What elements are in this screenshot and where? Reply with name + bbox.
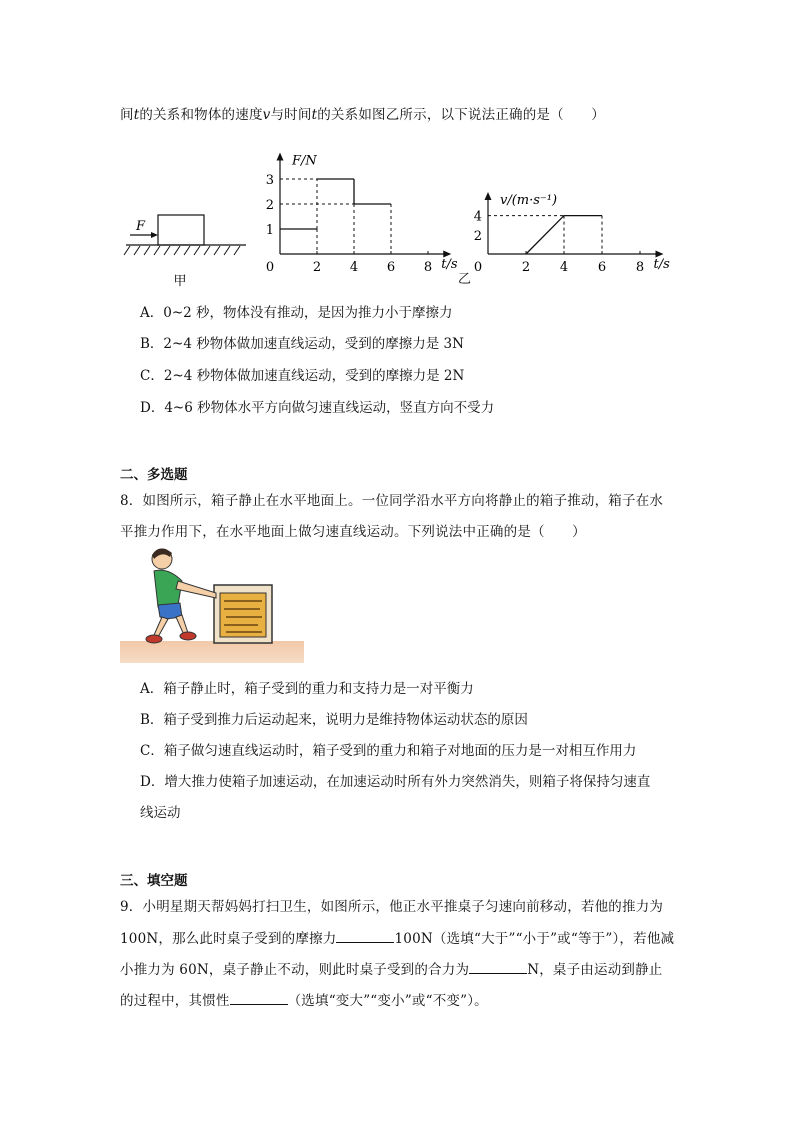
x-tick-label: 4: [559, 260, 569, 275]
q8-option-d-cont: 线运动: [140, 805, 181, 821]
x-tick-label: 8: [423, 260, 433, 275]
y-tick-label: 1: [265, 223, 274, 238]
x-tick-label: 0: [473, 260, 483, 275]
box-panel: [220, 593, 266, 637]
q9-text: N，桌子由运动到静止: [527, 962, 663, 978]
boy-shoe-back: [146, 635, 162, 643]
y-axis-label: v/(m·s⁻¹): [500, 193, 558, 208]
block: [158, 215, 204, 245]
floor: [120, 641, 304, 663]
section-heading-fill: 三、填空题: [120, 873, 188, 889]
x-tick-label: 8: [635, 260, 645, 275]
boy-arm: [176, 581, 216, 598]
force-label: F: [136, 219, 146, 234]
q9-text: 小推力为 60N，桌子静止不动，则此时桌子受到的合力为: [120, 962, 470, 978]
chart-f-t: [258, 128, 468, 278]
q9-text: 的过程中，其惯性: [120, 993, 230, 1009]
q9-line3: [120, 958, 663, 978]
y-axis-arrow: [485, 192, 492, 200]
q8-option-d[interactable]: D．增大推力使箱子加速运动，在加速运动时所有外力突然消失，则箱子将保持匀速直: [140, 774, 651, 790]
boy-shoe-front: [180, 632, 196, 640]
x-axis-label: t/s: [441, 257, 458, 272]
x-tick-label: 4: [349, 260, 359, 275]
q9-text: （选填“变大”“变小”或“不变”）。: [287, 993, 488, 1009]
q8-option-c[interactable]: C．箱子做匀速直线运动时，箱子受到的重力和箱子对地面的压力是一对相互作用力: [140, 743, 637, 759]
x-tick-label: 0: [265, 260, 275, 275]
q7-option-b[interactable]: B．2~4 秒物体做加速直线运动，受到的摩擦力是 3N: [140, 336, 464, 352]
boy-leg-back: [154, 617, 168, 637]
answer-blank-3[interactable]: [230, 992, 288, 1005]
section-heading-multi: 二、多选题: [120, 467, 188, 483]
q7-stem-var: t: [311, 107, 318, 123]
fig-jia-label: 甲: [173, 274, 187, 289]
q8-option-a[interactable]: A．箱子静止时，箱子受到的重力和支持力是一对平衡力: [140, 681, 474, 697]
q8-option-b[interactable]: B．箱子受到推力后运动起来，说明力是维持物体运动状态的原因: [140, 712, 528, 728]
q7-stem-var: t: [133, 107, 140, 123]
q9-line1: 9．小明星期天帮妈妈打扫卫生，如图所示，他正水平推桌子匀速向前移动，若他的推力为: [120, 899, 664, 915]
q9-text: 100N，那么此时桌子受到的摩擦力: [120, 931, 337, 947]
q7-stem-text: 的关系如图乙所示，以下说法正确的是（ ）: [317, 107, 605, 123]
y-tick-label: 3: [265, 173, 274, 188]
q7-stem-text: 与时间: [270, 107, 312, 123]
q7-stem-var: v: [262, 107, 271, 123]
q8-stem-line2: 平推力作用下，在水平地面上做匀速直线运动。下列说法中正确的是（ ）: [120, 524, 586, 540]
chart-v-t: [470, 128, 685, 278]
q7-stem-text: 的关系和物体的速度: [139, 107, 263, 123]
answer-blank-1[interactable]: [336, 930, 394, 943]
q9-text: 100N（选填“大于”“小于”或“等于”），若他减: [394, 931, 675, 947]
answer-blank-2[interactable]: [469, 961, 527, 974]
q8-stem-line1: 8．如图所示，箱子静止在水平地面上。一位同学沿水平方向将静止的箱子推动，箱子在水: [120, 493, 664, 509]
fig-yi-label: 乙: [458, 272, 472, 287]
y-axis-arrow: [277, 153, 284, 161]
figure-jia: [118, 205, 258, 295]
y-tick-label: 2: [265, 198, 274, 213]
y-tick-label: 2: [473, 228, 482, 244]
boy-pushing-box-illustration: [120, 545, 304, 663]
force-arrowhead: [151, 232, 158, 238]
y-axis-label: F/N: [292, 153, 317, 169]
q9-line4: [120, 989, 488, 1009]
x-axis-label: t/s: [653, 257, 670, 272]
x-tick-label: 2: [312, 260, 322, 275]
x-tick-label: 6: [597, 260, 607, 275]
q7-option-d[interactable]: D．4~6 秒物体水平方向做匀速直线运动，竖直方向不受力: [140, 400, 495, 416]
x-tick-label: 2: [521, 260, 531, 275]
x-tick-label: 6: [386, 260, 396, 275]
q7-option-c[interactable]: C．2~4 秒物体做加速直线运动，受到的摩擦力是 2N: [140, 368, 465, 384]
ground-hatch: [124, 246, 240, 255]
q7-stem-text: 间: [120, 107, 134, 123]
q7-stem: [120, 103, 605, 123]
q9-line2: [120, 927, 674, 947]
q7-option-a[interactable]: A．0~2 秒，物体没有推动，是因为推力小于摩擦力: [140, 305, 453, 321]
y-tick-label: 4: [473, 209, 482, 225]
